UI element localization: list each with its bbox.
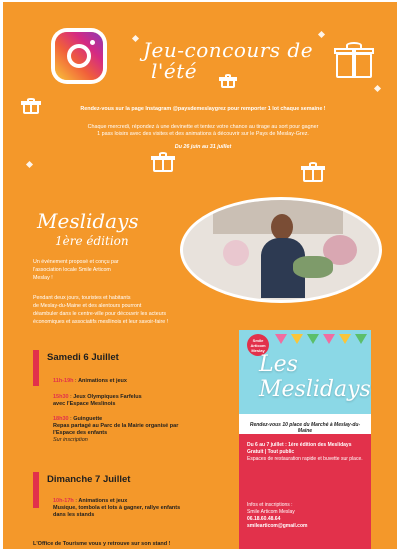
meslidays-intro xyxy=(33,258,231,282)
gift-icon-right xyxy=(303,162,323,182)
item-extra: Musique, tombola et lots à gagner, rallye enfants dans les stands xyxy=(53,505,181,518)
instagram-lens-icon xyxy=(67,44,91,68)
poster-info xyxy=(247,442,367,463)
logo-line: Meslay xyxy=(251,348,265,353)
poster-header xyxy=(239,330,371,414)
gift-bow-shape xyxy=(225,74,231,77)
gift-bow-shape xyxy=(159,152,168,156)
instagram-dot-icon xyxy=(90,40,95,45)
gift-ribbon-shape xyxy=(227,77,228,88)
item-time: 15h30 xyxy=(53,394,69,400)
contact-email: smilearticom@gmail.com xyxy=(247,523,308,529)
saturday-item-3: 18h30 : Guinguette Repas partagé au Parc de la Mairie organisé par l'Espace des enfants Sur inscription xyxy=(53,416,179,443)
saturday-item-2: 15h30 : Jeux Olympiques Farfelus avec l'Espace Meslinois xyxy=(53,394,142,407)
poster-info-panel xyxy=(239,434,371,549)
contest-line-1 xyxy=(33,106,373,113)
meslidays-description xyxy=(33,294,231,326)
saturday-item-1: 11h-19h : Animations et jeux xyxy=(53,378,127,384)
florist-photo xyxy=(183,200,379,300)
contest-title-line1: Jeu-concours de xyxy=(143,38,314,62)
bunting-flag-icon xyxy=(355,334,367,344)
bunting-flag-icon xyxy=(307,334,319,344)
intro-line: l'association locale Smile Articom xyxy=(33,267,111,273)
bunting-flag-icon xyxy=(339,334,351,344)
intro-line: Meslay ! xyxy=(33,275,53,281)
sunday-title: Dimanche 7 Juillet xyxy=(47,474,131,485)
intro-line: Un événement proposé et conçu par xyxy=(33,259,119,265)
contest-line-1-text: Rendez-vous sur la page Instagram @paysdemeslaygrez pour remporter 1 lot chaque semaine ! xyxy=(80,106,326,112)
poster-contact xyxy=(247,502,367,530)
sunday-bar xyxy=(33,472,39,508)
gift-bow-shape xyxy=(27,98,34,101)
sparkle-icon xyxy=(132,35,139,42)
footer-text: L'Office de Tourisme vous y retrouve sur son stand ! xyxy=(33,541,171,547)
photo-plant-shape xyxy=(293,256,333,278)
gift-bow-shape xyxy=(346,42,362,48)
item-extra: avec l'Espace Meslinois xyxy=(53,401,116,407)
sparkle-icon xyxy=(318,31,325,38)
poster-food: Espaces de restauration rapide et buvette sur place. xyxy=(247,456,363,462)
photo-person-head-shape xyxy=(271,214,293,240)
bunting-flag-icon xyxy=(291,334,303,344)
poster-title: Les Meslidays xyxy=(259,352,371,402)
gift-ribbon-shape xyxy=(352,48,356,78)
sparkle-icon xyxy=(374,85,381,92)
saturday-bar xyxy=(33,350,39,386)
logo-line: Smile xyxy=(252,338,264,343)
bunting-flag-icon xyxy=(275,334,287,344)
item-time: 10h-17h xyxy=(53,498,74,504)
item-time: 18h30 xyxy=(53,416,69,422)
contest-title-line2: l'été xyxy=(151,59,198,83)
contact-label: Infos et inscriptions : xyxy=(247,502,293,508)
gift-icon-medium xyxy=(153,152,173,172)
description-line: déambuler dans le centre-ville pour découvrir les acteurs xyxy=(33,311,167,317)
description-line: Pendant deux jours, touristes et habitants xyxy=(33,295,131,301)
gift-ribbon-shape xyxy=(162,156,164,172)
sparkle-icon xyxy=(26,161,33,168)
item-extra: Repas partagé au Parc de la Mairie organisé par l'Espace des enfants xyxy=(53,423,179,436)
sunday-item: 10h-17h : Animations et jeux Musique, tombola et lots à gagner, rallye enfants dans les stands xyxy=(53,498,181,518)
event-poster xyxy=(239,330,371,549)
contest-dates: Du 26 juin au 31 juillet xyxy=(174,144,232,150)
instagram-icon xyxy=(55,32,103,80)
contact-org: Smile Articom Meslay xyxy=(247,509,295,515)
gift-ribbon-shape xyxy=(30,101,32,114)
poster-price: Gratuit | Tout public xyxy=(247,449,295,455)
gift-bow-shape xyxy=(309,162,318,166)
poster-meeting-point: Rendez-vous 10 place du Marché à Meslay-du-Maine xyxy=(249,422,361,434)
item-time: 11h-19h xyxy=(53,378,74,384)
description-line: économiques et associatifs mesllinois et leur savoir-faire ! xyxy=(33,319,169,325)
contact-phone: 06.18.60.48.64 xyxy=(247,516,281,522)
poster-dates: Du 6 au 7 juillet : 1ère édition des Meslidays xyxy=(247,442,352,448)
contest-line-2: Chaque mercredi, répondez à une devinette et tentez votre chance au tirage au sort pour gagner xyxy=(87,124,319,130)
logo-line: Articom xyxy=(250,343,266,348)
gift-ribbon-shape xyxy=(312,166,314,182)
flyer-page xyxy=(3,2,397,549)
bunting-flag-icon xyxy=(323,334,335,344)
meslidays-edition: 1ère édition xyxy=(55,234,129,248)
contest-line-3: 1 pass loisirs avec des visites et des animations à découvrir sur le Pays de Meslay-Grez. xyxy=(97,131,309,137)
gift-icon-tiny xyxy=(221,74,235,88)
item-desc: Animations et jeux xyxy=(78,498,128,504)
item-desc: Jeux Olympiques Farfelus xyxy=(73,394,142,400)
item-desc: Animations et jeux xyxy=(78,378,127,384)
description-line: de Meslay-du-Maine et des alentours pourront xyxy=(33,303,142,309)
item-desc: Guinguette xyxy=(73,416,103,422)
item-note: Sur inscription xyxy=(53,437,88,443)
meslidays-title: Meslidays xyxy=(37,209,139,233)
saturday-title: Samedi 6 Juillet xyxy=(47,352,119,363)
gift-icon xyxy=(336,42,372,78)
